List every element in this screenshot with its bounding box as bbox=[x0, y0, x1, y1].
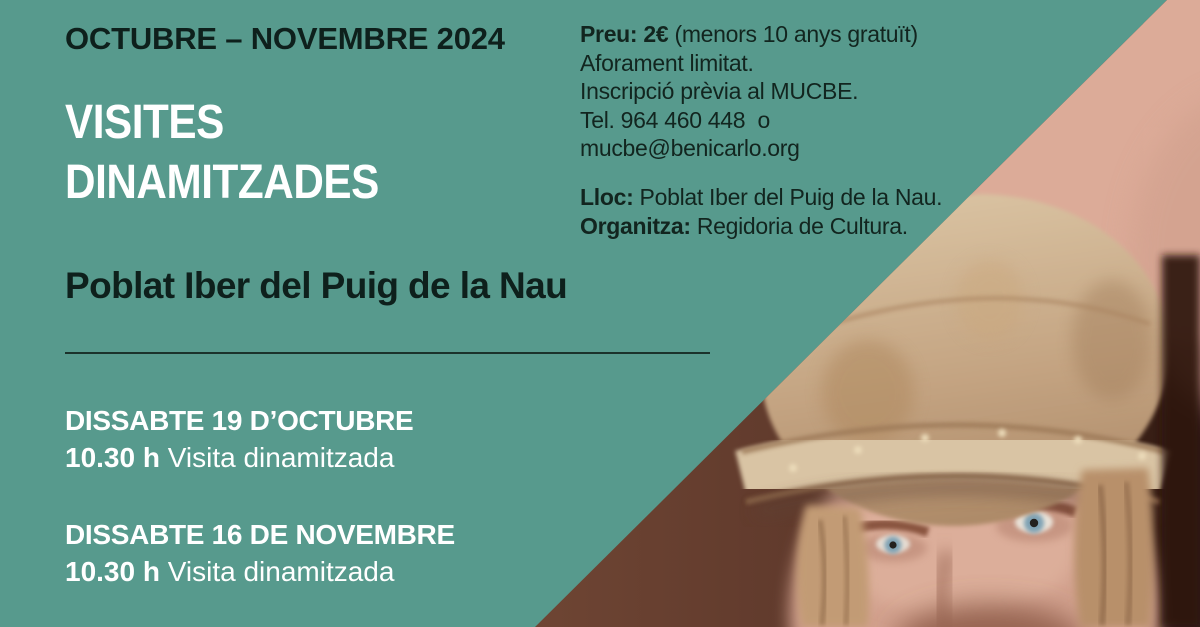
location-value: Poblat Iber del Puig de la Nau. bbox=[633, 184, 943, 210]
location-line bbox=[580, 183, 942, 212]
session-activity: Visita dinamitzada bbox=[159, 556, 395, 587]
price-line bbox=[580, 20, 918, 49]
organizer-label: Organitza: bbox=[580, 212, 691, 239]
session-time bbox=[65, 439, 413, 476]
capacity-line: Aforament limitat. bbox=[580, 49, 754, 76]
email-line: mucbe@benicarlo.org bbox=[580, 135, 800, 161]
session-date: DISSABTE 19 D’OCTUBRE bbox=[65, 405, 414, 436]
session-november bbox=[65, 516, 455, 590]
title-line-2: DINAMITZADES bbox=[65, 156, 379, 209]
session-hour: 10.30 h bbox=[65, 556, 160, 587]
location-label: Lloc: bbox=[580, 184, 634, 210]
right-cheek-strap bbox=[1074, 468, 1153, 627]
practical-info-block bbox=[580, 20, 918, 163]
session-october bbox=[65, 402, 413, 476]
location-organizer-block bbox=[580, 183, 942, 240]
phone-line: Tel. 964 460 448 o bbox=[580, 106, 770, 133]
venue-name: Poblat Iber del Puig de la Nau bbox=[65, 265, 568, 306]
organizer-value: Regidoria de Cultura. bbox=[690, 212, 908, 239]
registration-line: Inscripció prèvia al MUCBE. bbox=[580, 78, 859, 104]
title-line-1: VISITES bbox=[65, 96, 224, 149]
session-time bbox=[65, 553, 455, 590]
organizer-line bbox=[580, 212, 942, 241]
poster-title bbox=[65, 93, 379, 213]
divider-line bbox=[65, 352, 710, 354]
session-hour: 10.30 h bbox=[65, 442, 160, 473]
price-detail: (menors 10 anys gratuït) bbox=[668, 21, 918, 47]
event-period: OCTUBRE – NOVEMBRE 2024 bbox=[65, 21, 505, 56]
session-activity: Visita dinamitzada bbox=[159, 442, 395, 473]
left-cheek-strap bbox=[797, 505, 869, 627]
session-date: DISSABTE 16 DE NOVEMBRE bbox=[65, 519, 455, 550]
price-label: Preu: 2€ bbox=[580, 21, 669, 47]
